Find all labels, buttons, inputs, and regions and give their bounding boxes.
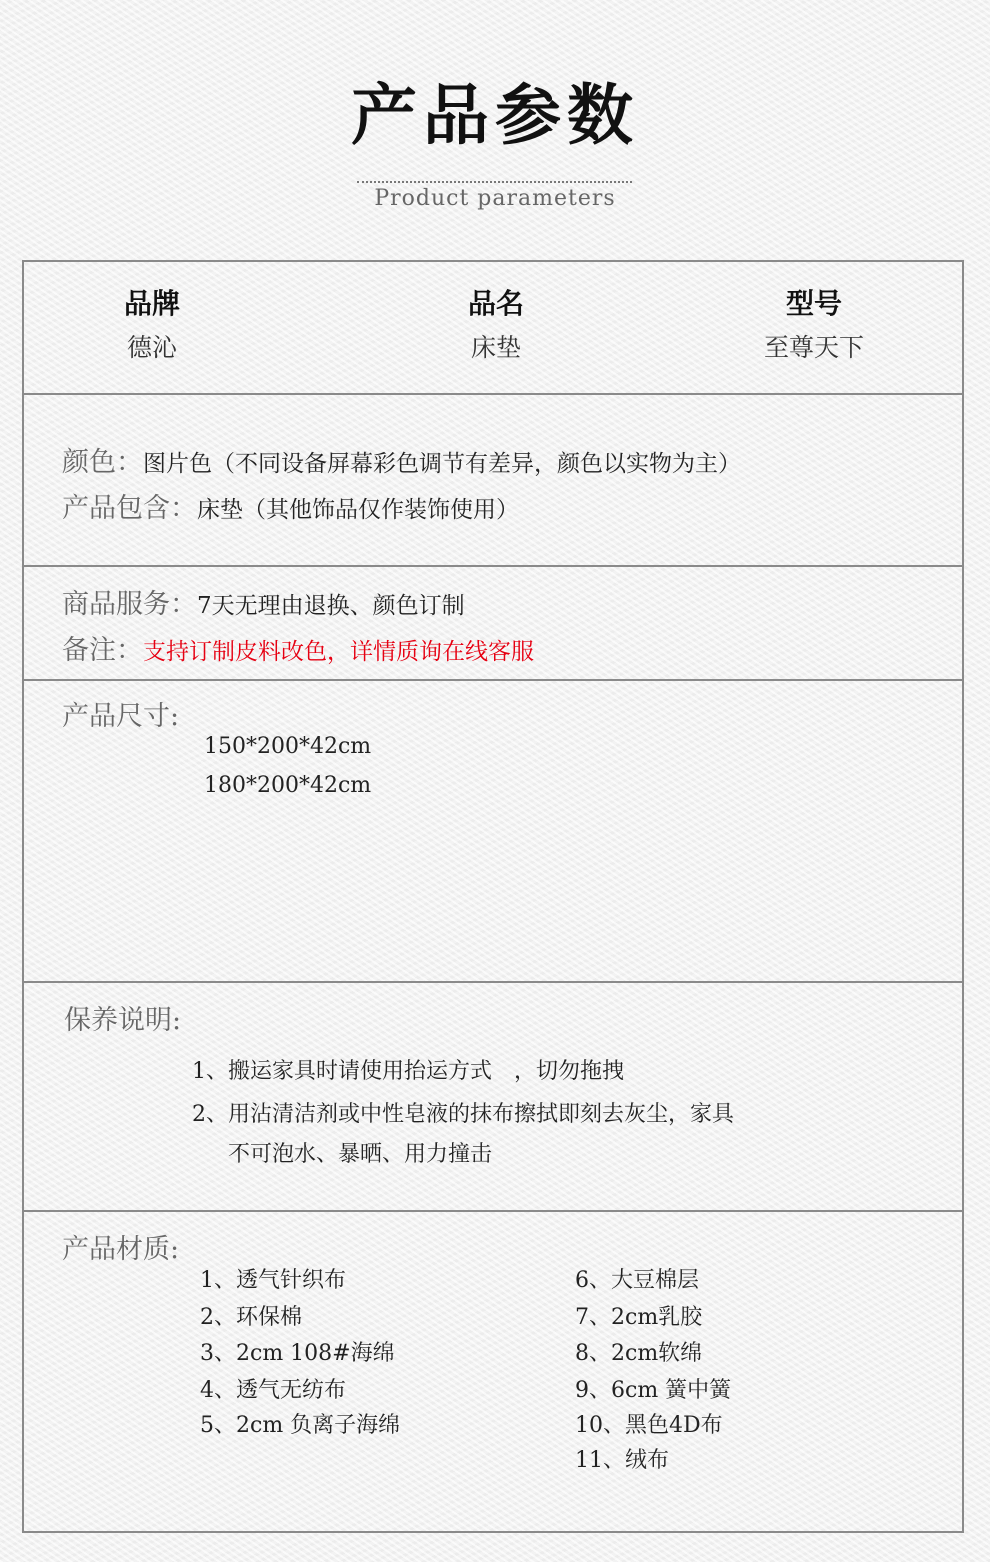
title-divider <box>357 181 632 183</box>
note-row <box>62 628 534 667</box>
product-name-heading: 品名 <box>467 287 524 320</box>
color-row <box>62 440 741 479</box>
model-heading: 型号 <box>785 287 842 320</box>
section-divider <box>22 679 964 681</box>
contents-value: 床垫（其他饰品仅作装饰使用） <box>197 497 519 523</box>
page-title: 产品参数 <box>351 76 639 154</box>
brand-heading: 品牌 <box>123 287 180 320</box>
material-item: 6、大豆棉层 <box>575 1268 699 1293</box>
contents-label: 产品包含： <box>62 493 197 524</box>
material-item: 4、透气无纺布 <box>200 1378 346 1403</box>
size-item: 180*200*42cm <box>204 773 372 798</box>
material-item: 9、6cm 簧中簧 <box>575 1378 732 1403</box>
care-line: 2、用沾清洁剂或中性皂液的抹布擦拭即刻去灰尘，家具 <box>192 1102 734 1127</box>
color-value: 图片色（不同设备屏幕彩色调节有差异，颜色以实物为主） <box>143 451 741 477</box>
product-name-value: 床垫 <box>470 333 521 362</box>
service-label: 商品服务： <box>62 589 197 620</box>
section-divider <box>22 981 964 983</box>
size-label: 产品尺寸: <box>62 701 180 732</box>
contents-row <box>62 486 519 525</box>
material-item: 11、绒布 <box>575 1448 669 1473</box>
service-row <box>62 582 465 621</box>
size-item: 150*200*42cm <box>204 734 372 759</box>
model-value: 至尊天下 <box>763 333 864 362</box>
service-value: 7天无理由退换、颜色订制 <box>197 593 465 619</box>
color-label: 颜色： <box>62 447 143 478</box>
material-item: 8、2cm软绵 <box>575 1341 703 1366</box>
section-divider <box>22 565 964 567</box>
brand-cell <box>52 282 252 370</box>
material-item: 10、黑色4D布 <box>575 1413 723 1438</box>
page-subtitle: Product parameters <box>374 186 616 211</box>
brand-value: 德沁 <box>126 333 177 362</box>
material-item: 3、2cm 108#海绵 <box>200 1341 395 1366</box>
material-item: 5、2cm 负离子海绵 <box>200 1413 401 1438</box>
care-line: 不可泡水、暴晒、用力撞击 <box>228 1142 493 1167</box>
section-divider <box>22 1210 964 1212</box>
care-line: 1、搬运家具时请使用抬运方式 ，切勿拖拽 <box>192 1059 624 1084</box>
material-item: 2、环保棉 <box>200 1305 302 1330</box>
care-label: 保养说明: <box>64 1005 182 1036</box>
section-divider <box>22 393 964 395</box>
note-value: 支持订制皮料改色，详情质询在线客服 <box>143 639 534 665</box>
model-cell <box>714 282 914 370</box>
note-label: 备注： <box>62 635 143 666</box>
material-label: 产品材质: <box>62 1234 180 1265</box>
material-item: 7、2cm乳胶 <box>575 1305 703 1330</box>
product-name-cell <box>396 282 596 370</box>
material-item: 1、透气针织布 <box>200 1268 346 1293</box>
